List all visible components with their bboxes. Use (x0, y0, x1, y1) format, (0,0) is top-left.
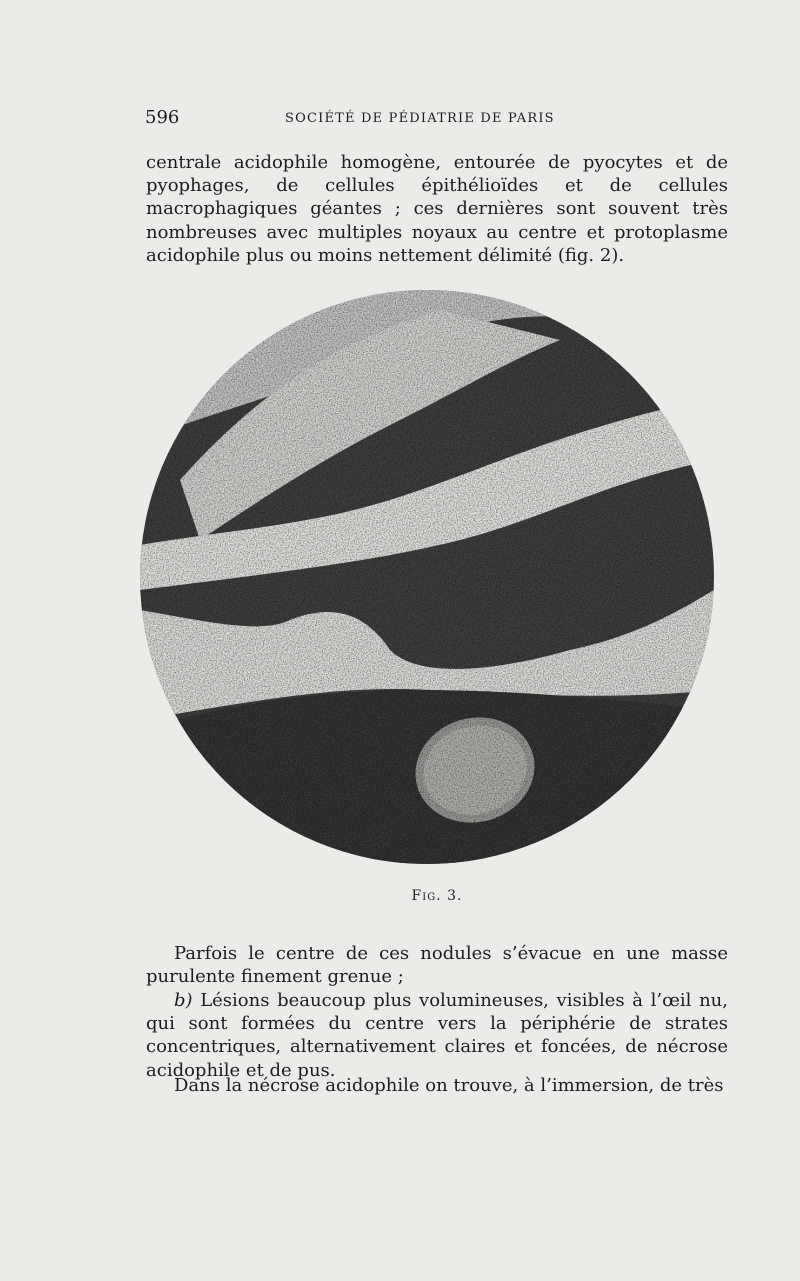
list-marker: b) (174, 990, 193, 1011)
running-head (145, 107, 730, 133)
paragraph-4: Dans la nécrose acidophile on trouve, à l’immersion, de très (174, 1075, 724, 1096)
paragraph-1: centrale acidophile homogène, entourée de pyocytes et de pyophages, de cellules épithélioïdes et de cellules macrophagiques géantes ; ces dernières sont souvent très nombreuses avec multiples noyaux au centre et protoplasme acidophile plus ou moins nettement délimité (fig. 2). (146, 152, 728, 266)
paragraph-2: Parfois le centre de ces nodules s’évacue en une masse purulente finement grenue ; (146, 943, 728, 988)
journal-title: SOCIÉTÉ DE PÉDIATRIE DE PARIS (285, 111, 555, 126)
paragraph-3 (146, 989, 728, 1082)
figure-caption (146, 888, 728, 904)
page-number: 596 (145, 107, 180, 128)
micrograph-figure (140, 290, 714, 864)
figure-caption-text: Fig. 3. (411, 888, 463, 904)
paragraph-3-text: Lésions beaucoup plus volumineuses, visibles à l’œil nu, qui sont formées du centre vers la périphérie de strates concentriques, alternativement claires et foncées, de nécrose acidophile et de pus. (146, 990, 728, 1081)
